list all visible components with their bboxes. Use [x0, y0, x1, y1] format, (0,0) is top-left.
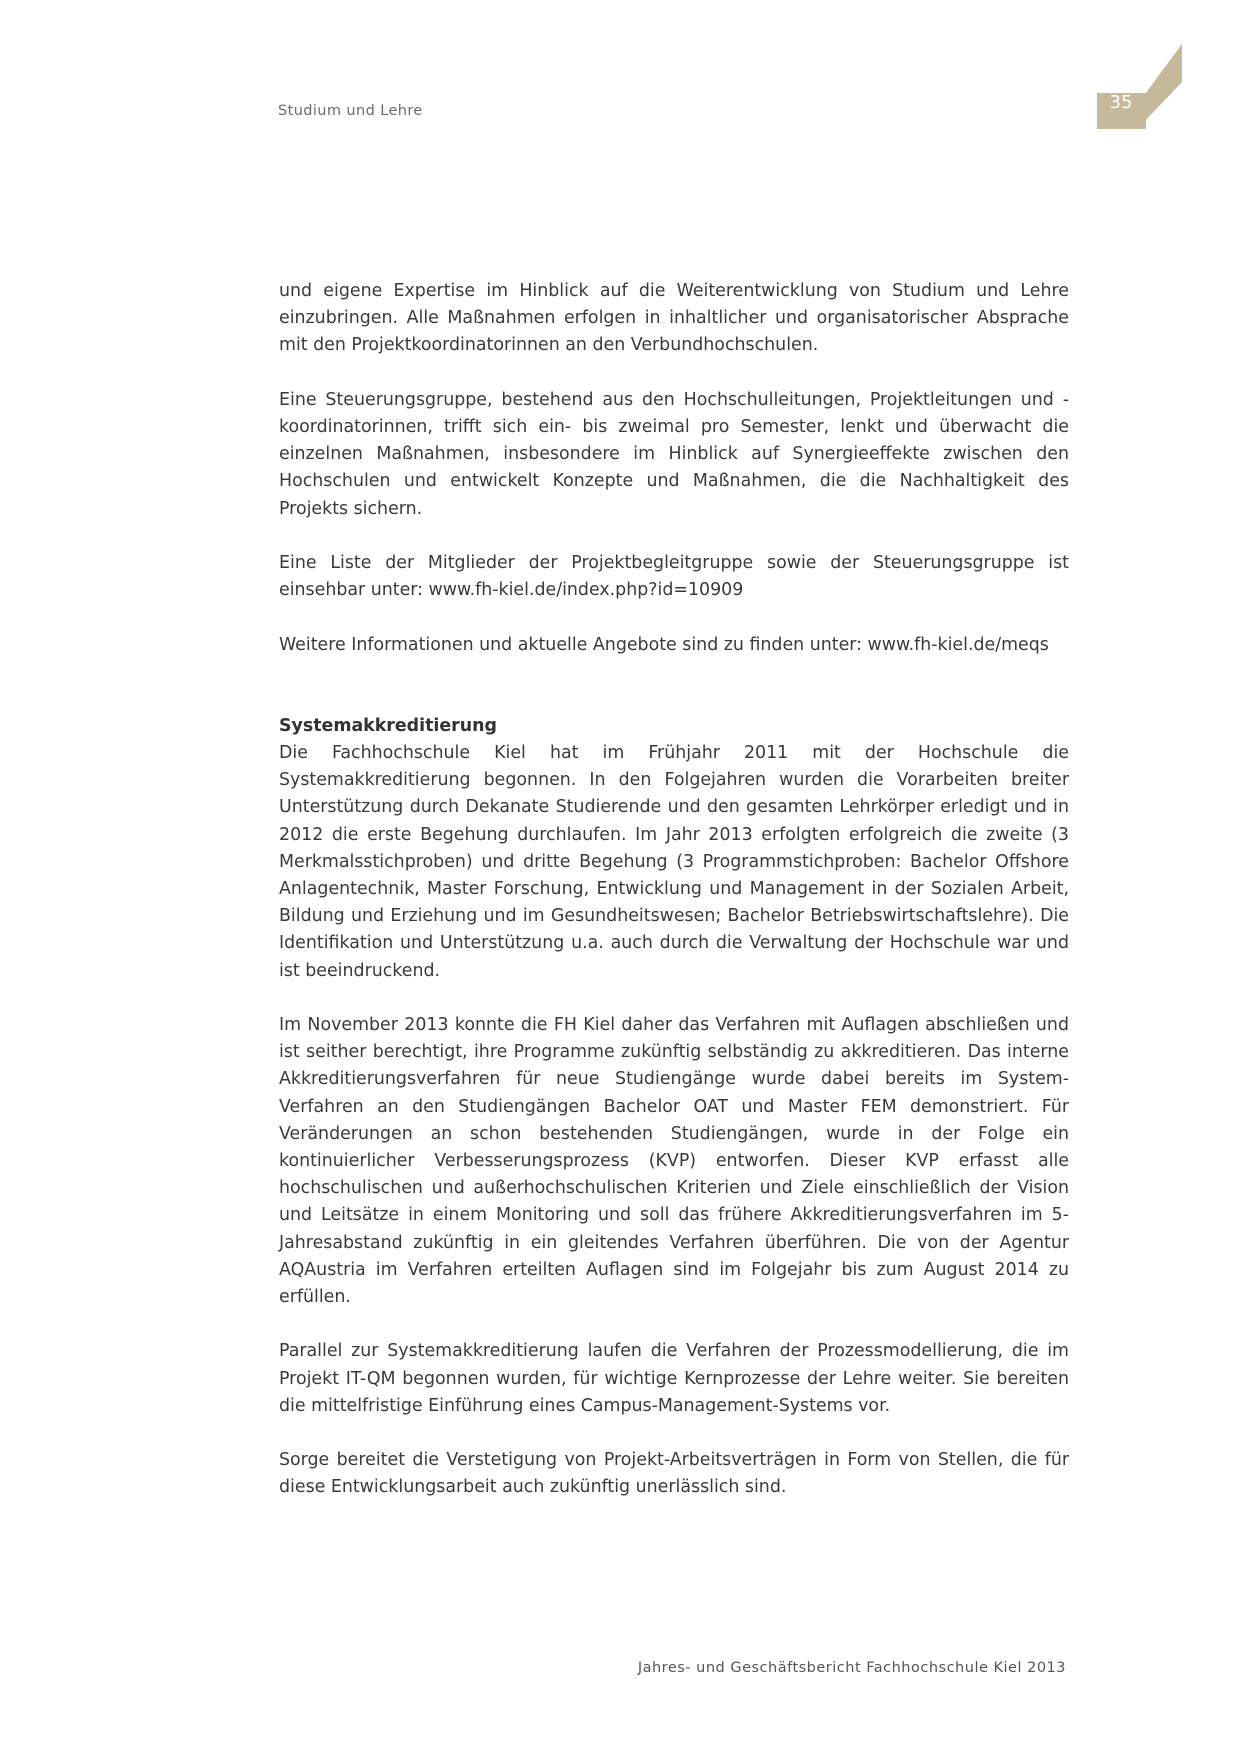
paragraph: Eine Liste der Mitglieder der Projektbegleitgruppe sowie der Steuerungsgruppe ist einsehbar unter: www.fh-kiel.de/index.php?id=10909	[279, 553, 1069, 601]
running-footer: Jahres- und Geschäftsbericht Fachhochschule Kiel 2013	[637, 1660, 1066, 1676]
paragraph: Parallel zur Systemakkreditierung laufen die Verfahren der Prozessmodellierung, die im Projekt IT-QM begonnen wurden, für wichtige Kernprozesse der Lehre weiter. Sie bereiten die mittelfristige Einführung eines Campus-Management-Systems vor.	[279, 1341, 1069, 1416]
paragraph: Sorge bereitet die Verstetigung von Projekt-Arbeitsverträgen in Form von Stellen, die für diese Entwicklungsarbeit auch zukünftig unerlässlich sind.	[279, 1450, 1069, 1498]
main-text-column	[279, 278, 1069, 1529]
paragraph: und eigene Expertise im Hinblick auf die Weiterentwicklung von Studium und Lehre einzubringen. Alle Maßnahmen erfolgen in inhaltlicher und organisatorischer Absprache mit den Projektkoordinatorinnen an den Verbundhochschulen.	[279, 281, 1069, 356]
paragraph: Eine Steuerungsgruppe, bestehend aus den Hochschulleitungen, Projektleitungen und -koordinatorinnen, trifft sich ein- bis zweimal pro Semester, lenkt und überwacht die einzelnen Maßnahmen, insbesondere im Hinblick auf Synergieeffekte zwischen den Hochschulen und entwickelt Konzepte und Maßnahmen, die die Nachhaltigkeit des Projekts sichern.	[279, 389, 1069, 519]
running-header-title: Studium und Lehre	[278, 103, 423, 119]
section-heading: Systemakkreditierung	[279, 715, 497, 736]
page-number-badge	[1097, 44, 1182, 129]
page-number: 35	[1109, 92, 1133, 113]
paragraph: Weitere Informationen und aktuelle Angebote sind zu finden unter: www.fh-kiel.de/meqs	[279, 634, 1049, 655]
paragraph: Die Fachhochschule Kiel hat im Frühjahr 2011 mit der Hochschule die Systemakkreditierung begonnen. In den Folgejahren wurden die Vorarbeiten breiter Unterstützung durch Dekanate Studierende und den gesamten Lehrkörper erledigt und in 2012 die erste Begehung durchlaufen. Im Jahr 2013 erfolgten erfolgreich die zweite (3 Merkmalsstichproben) und dritte Begehung (3 Programmstichproben: Bachelor Offshore Anlagentechnik, Master Forschung, Entwicklung und Management in der Sozialen Arbeit, Bildung und Erziehung und im Gesundheitswesen; Bachelor Betriebswirtschaftslehre). Die Identifikation und Unterstützung u.a. auch durch die Verwaltung der Hochschule war und ist beeindruckend.	[279, 743, 1069, 981]
paragraph: Im November 2013 konnte die FH Kiel daher das Verfahren mit Auflagen abschließen und ist seither berechtigt, ihre Programme zukünftig selbständig zu akkreditieren. Das interne Akkreditierungsverfahren für neue Studiengänge wurde dabei bereits im System-Verfahren an den Studiengängen Bachelor OAT und Master FEM demonstriert. Für Veränderungen an schon bestehenden Studiengängen, wurde in der Folge ein kontinuierlicher Verbesserungsprozess (KVP) entworfen. Dieser KVP erfasst alle hochschulischen und außerhochschulischen Kriterien und Ziele einschließlich der Vision und Leitsätze in einem Monitoring und soll das frühere Akkreditierungsverfahren im 5-Jahresabstand zukünftig in ein gleitendes Verfahren überführen. Die von der Agentur AQAustria im Verfahren erteilten Auflagen sind im Folgejahr bis zum August 2014 zu erfüllen.	[279, 1015, 1069, 1308]
page-corner-shape	[1097, 44, 1182, 129]
